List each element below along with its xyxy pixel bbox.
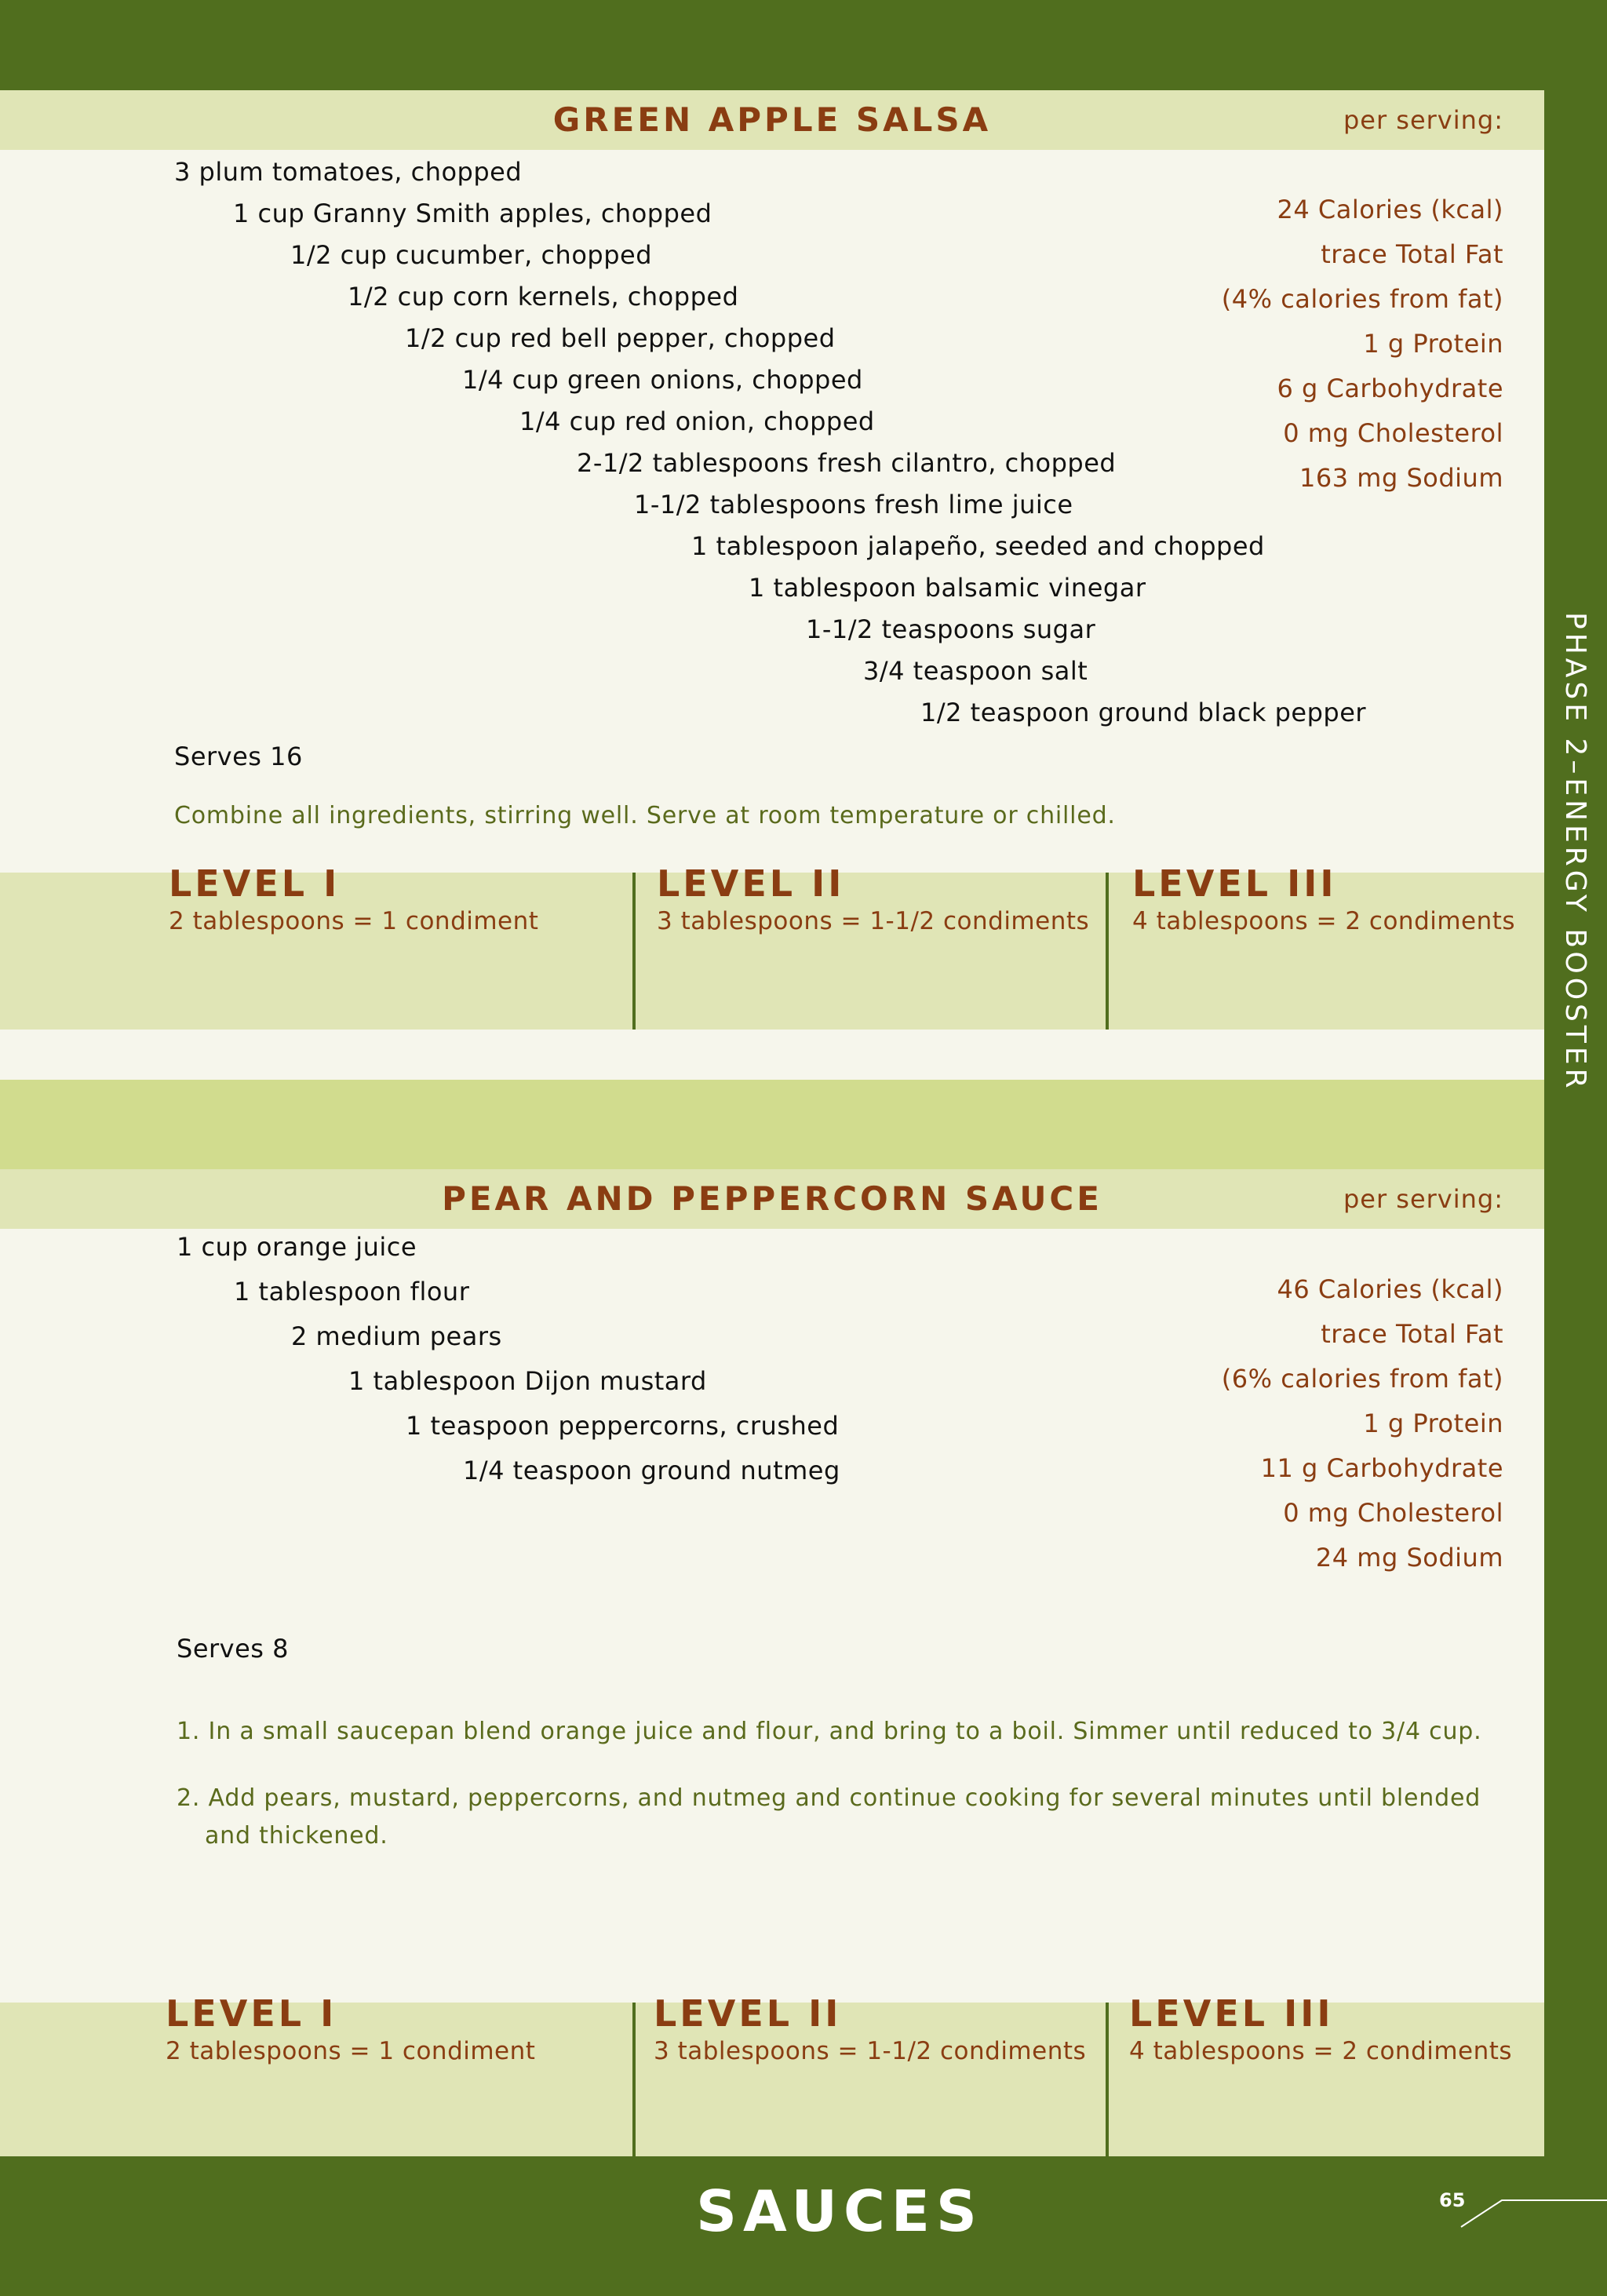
instruction-step: 1. In a small saucepan blend orange juice and flour, and bring to a boil. Simmer until reduced to 3/4 cup.	[177, 1718, 1482, 1745]
ingredient-item: 3/4 teaspoon salt	[863, 656, 1088, 686]
nutrition-item: 24 Calories (kcal)	[1277, 195, 1503, 224]
page-number: 65	[1439, 2189, 1466, 2211]
instruction-step: 2. Add pears, mustard, peppercorns, and nutmeg and continue cooking for several minutes until blended	[177, 1784, 1481, 1812]
page-number-rule	[1459, 2197, 1607, 2229]
level-heading: LEVEL I	[169, 862, 341, 905]
nutrition-item: 1 g Protein	[1363, 329, 1503, 359]
ingredient-item: 1/2 cup corn kernels, chopped	[348, 282, 739, 312]
ingredient-item: 1-1/2 tablespoons fresh lime juice	[634, 490, 1073, 519]
ingredient-item: 1 teaspoon peppercorns, crushed	[406, 1411, 840, 1441]
ingredient-item: 1/2 cup red bell pepper, chopped	[405, 323, 836, 353]
recipe-title-bar	[0, 1169, 1544, 1229]
level-amount: 4 tablespoons = 2 condiments	[1129, 2037, 1513, 2065]
ingredient-item: 2 medium pears	[291, 1321, 502, 1351]
divider	[1106, 2003, 1109, 2159]
level-ii	[657, 862, 1089, 937]
level-heading: LEVEL II	[654, 1992, 842, 2035]
level-amount: 2 tablespoons = 1 condiment	[169, 907, 539, 935]
divider	[632, 2003, 636, 2159]
nutrition-item: (6% calories from fat)	[1221, 1364, 1503, 1394]
ingredient-item: 1 tablespoon jalapeño, seeded and chopped	[691, 531, 1265, 561]
level-heading: LEVEL III	[1132, 862, 1337, 905]
level-portions	[0, 862, 1544, 1030]
ingredient-item: 2-1/2 tablespoons fresh cilantro, chopped	[577, 448, 1117, 478]
serves-count: Serves 8	[177, 1634, 289, 1664]
serves-count: Serves 16	[174, 742, 303, 771]
level-i	[169, 862, 538, 937]
nutrition-item: 11 g Carbohydrate	[1260, 1453, 1503, 1483]
level-amount: 3 tablespoons = 1-1/2 condiments	[657, 907, 1090, 935]
level-amount: 3 tablespoons = 1-1/2 condiments	[654, 2037, 1087, 2065]
nutrition-item: trace Total Fat	[1321, 239, 1503, 269]
nutrition-item: 24 mg Sodium	[1315, 1543, 1503, 1573]
level-amount: 2 tablespoons = 1 condiment	[166, 2037, 536, 2065]
level-heading: LEVEL III	[1129, 1992, 1334, 2035]
per-serving-label: per serving:	[1343, 1184, 1503, 1214]
level-iii	[1132, 862, 1515, 937]
ingredient-item: 1/4 cup green onions, chopped	[462, 365, 863, 395]
level-amount: 4 tablespoons = 2 condiments	[1132, 907, 1516, 935]
ingredient-item: 1/2 teaspoon ground black pepper	[920, 698, 1367, 727]
level-iii	[1129, 1992, 1512, 2067]
level-heading: LEVEL I	[166, 1992, 337, 2035]
nutrition-item: trace Total Fat	[1321, 1319, 1503, 1349]
section-title: SAUCES	[696, 2178, 983, 2244]
level-portions	[0, 1992, 1544, 2159]
instruction-step: Combine all ingredients, stirring well. Serve at room temperature or chilled.	[174, 802, 1116, 829]
nutrition-item: 163 mg Sodium	[1299, 463, 1503, 493]
recipe-title-bar	[0, 90, 1544, 150]
section-separator	[0, 1080, 1544, 1169]
ingredient-item: 1 tablespoon balsamic vinegar	[749, 573, 1146, 603]
level-i	[166, 1992, 535, 2067]
side-tab-label: PHASE 2–ENERGY BOOSTER	[1559, 612, 1591, 1092]
recipe-title: PEAR AND PEPPERCORN SAUCE	[442, 1179, 1102, 1218]
divider	[1106, 873, 1109, 1030]
instruction-step-continued: and thickened.	[205, 1822, 388, 1850]
nutrition-item: 6 g Carbohydrate	[1277, 374, 1503, 403]
nutrition-item: 0 mg Cholesterol	[1283, 1498, 1503, 1528]
nutrition-item: (4% calories from fat)	[1221, 284, 1503, 314]
nutrition-item: 1 g Protein	[1363, 1409, 1503, 1438]
per-serving-label: per serving:	[1343, 105, 1503, 135]
level-ii	[654, 1992, 1086, 2067]
ingredient-item: 1 cup Granny Smith apples, chopped	[233, 199, 712, 228]
level-heading: LEVEL II	[657, 862, 845, 905]
ingredient-item: 1 cup orange juice	[177, 1232, 417, 1262]
nutrition-item: 46 Calories (kcal)	[1277, 1274, 1503, 1304]
ingredient-item: 1 tablespoon flour	[234, 1277, 470, 1307]
side-tab	[1544, 612, 1607, 1114]
top-banner	[0, 0, 1607, 90]
ingredient-item: 3 plum tomatoes, chopped	[174, 157, 523, 187]
divider	[632, 873, 636, 1030]
side-tab-strip	[1544, 0, 1607, 2296]
ingredient-item: 1/2 cup cucumber, chopped	[290, 240, 653, 270]
recipe-title: GREEN APPLE SALSA	[552, 100, 992, 139]
ingredient-item: 1 tablespoon Dijon mustard	[348, 1366, 707, 1396]
ingredient-item: 1/4 cup red onion, chopped	[519, 406, 875, 436]
ingredient-item: 1-1/2 teaspoons sugar	[806, 614, 1096, 644]
nutrition-item: 0 mg Cholesterol	[1283, 418, 1503, 448]
ingredient-item: 1/4 teaspoon ground nutmeg	[463, 1456, 840, 1485]
